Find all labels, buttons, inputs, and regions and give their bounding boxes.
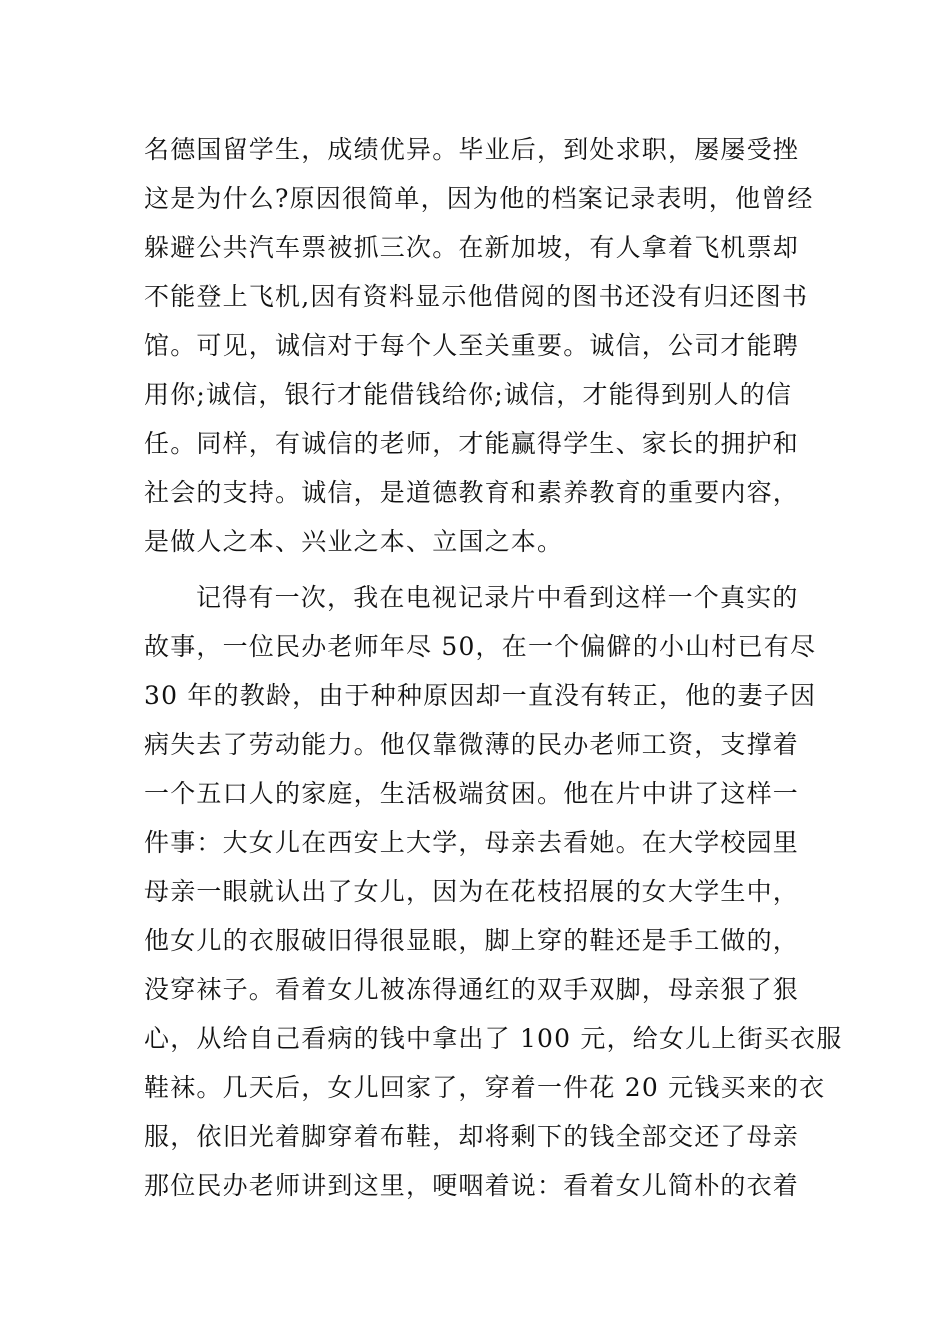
- text-line: 馆。可见，诚信对于每个人至关重要。诚信，公司才能聘: [144, 331, 800, 360]
- text-line: 名德国留学生，成绩优异。毕业后，到处求职，屡屡受挫: [144, 135, 800, 164]
- text-line: 这是为什么?原因很简单，因为他的档案记录表明，他曾经: [144, 184, 814, 213]
- text-line: 没穿袜子。看着女儿被冻得通红的双手双脚，母亲狠了狠: [144, 975, 800, 1004]
- text-line: 心，从给自己看病的钱中拿出了 100 元，给女儿上街买衣服: [144, 1024, 843, 1053]
- text-line: 那位民办老师讲到这里，哽咽着说：看着女儿简朴的衣着: [144, 1171, 800, 1200]
- text-line: 30 年的教龄，由于种种原因却一直没有转正，他的妻子因: [144, 681, 817, 710]
- text-line: 一个五口人的家庭，生活极端贫困。他在片中讲了这样一: [144, 779, 800, 808]
- text-line: 社会的支持。诚信，是道德教育和素养教育的重要内容，: [144, 478, 800, 507]
- text-line: 故事，一位民办老师年尽 50，在一个偏僻的小山村已有尽: [144, 632, 817, 661]
- text-line: 病失去了劳动能力。他仅靠微薄的民办老师工资，支撑着: [144, 730, 800, 759]
- text-line: 不能登上飞机,因有资料显示他借阅的图书还没有归还图书: [144, 282, 809, 311]
- text-line: 是做人之本、兴业之本、立国之本。: [144, 527, 564, 556]
- text-line: 鞋袜。几天后，女儿回家了，穿着一件花 20 元钱买来的衣: [144, 1073, 826, 1102]
- text-line: 他女儿的衣服破旧得很显眼，脚上穿的鞋还是手工做的，: [144, 926, 800, 955]
- text-line: 任。同样，有诚信的老师，才能赢得学生、家长的拥护和: [144, 429, 800, 458]
- paragraph-first-line: 记得有一次，我在电视记录片中看到这样一个真实的: [196, 583, 799, 612]
- text-line: 躲避公共汽车票被抓三次。在新加坡，有人拿着飞机票却: [144, 233, 800, 262]
- text-line: 服，依旧光着脚穿着布鞋，却将剩下的钱全部交还了母亲: [144, 1122, 800, 1151]
- text-line: 件事：大女儿在西安上大学，母亲去看她。在大学校园里: [144, 828, 800, 857]
- text-line: 用你;诚信，银行才能借钱给你;诚信，才能得到别人的信: [144, 380, 793, 409]
- text-line: 母亲一眼就认出了女儿，因为在花枝招展的女大学生中，: [144, 877, 800, 906]
